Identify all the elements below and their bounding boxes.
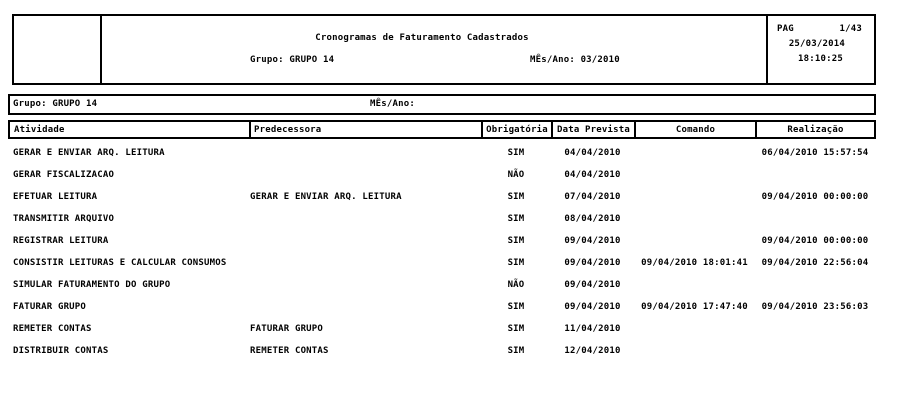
column-header-obrigatoria: Obrigatória (481, 122, 551, 137)
cell-realizacao: 09/04/2010 00:00:00 (761, 236, 869, 246)
column-header-realizacao: Realização (755, 122, 874, 137)
page-label: PAG (777, 24, 794, 34)
cell-obrigatoria: SIM (507, 324, 525, 334)
cell-obrigatoria: SIM (507, 148, 525, 158)
cell-data-prevista: 09/04/2010 (564, 280, 621, 290)
cell-atividade: CONSISTIR LEITURAS E CALCULAR CONSUMOS (13, 258, 227, 268)
logo-cell (14, 16, 102, 83)
cell-obrigatoria: SIM (507, 302, 525, 312)
cell-atividade: EFETUAR LEITURA (13, 192, 98, 202)
cell-data-prevista: 09/04/2010 (564, 258, 621, 268)
table-row (8, 300, 876, 322)
page-info-cell (766, 16, 874, 83)
report-header-box (12, 14, 876, 85)
cell-data-prevista: 08/04/2010 (564, 214, 621, 224)
cell-atividade: GERAR E ENVIAR ARQ. LEITURA (13, 148, 165, 158)
header-mes-ano-label: MÊs/Ano: 03/2010 (530, 55, 620, 65)
cell-data-prevista: 04/04/2010 (564, 170, 621, 180)
cell-predecessora: REMETER CONTAS (250, 346, 329, 356)
filter-mes-ano-label: MÊs/Ano: (370, 99, 415, 109)
cell-realizacao: 09/04/2010 22:56:04 (761, 258, 869, 268)
table-row (8, 256, 876, 278)
cell-atividade: FATURAR GRUPO (13, 302, 87, 312)
report-date: 25/03/2014 (788, 39, 845, 49)
table-header-row (8, 120, 876, 139)
table-row (8, 278, 876, 300)
cell-data-prevista: 07/04/2010 (564, 192, 621, 202)
cell-realizacao: 09/04/2010 23:56:03 (761, 302, 869, 312)
cell-atividade: TRANSMITIR ARQUIVO (13, 214, 115, 224)
column-header-data-prevista: Data Prevista (551, 122, 634, 137)
cell-obrigatoria: SIM (507, 192, 525, 202)
column-header-atividade: Atividade (14, 124, 65, 135)
column-header-comando: Comando (634, 122, 755, 137)
table-row (8, 168, 876, 190)
page-number: 1/43 (839, 24, 862, 34)
column-header-predecessora: Predecessora (249, 122, 481, 137)
table-row (8, 322, 876, 344)
cell-data-prevista: 11/04/2010 (564, 324, 621, 334)
cell-atividade: REGISTRAR LEITURA (13, 236, 109, 246)
cell-obrigatoria: NÃO (507, 280, 525, 290)
cell-realizacao: 09/04/2010 00:00:00 (761, 192, 869, 202)
header-grupo-label: Grupo: GRUPO 14 (250, 55, 335, 65)
table-row (8, 344, 876, 366)
cell-obrigatoria: SIM (507, 236, 525, 246)
cell-obrigatoria: SIM (507, 214, 525, 224)
table-body (8, 146, 876, 366)
cell-data-prevista: 04/04/2010 (564, 148, 621, 158)
cell-comando: 09/04/2010 18:01:41 (641, 258, 748, 268)
filter-grupo-label: Grupo: GRUPO 14 (13, 99, 98, 109)
report-title: Cronogramas de Faturamento Cadastrados (315, 33, 529, 43)
cell-predecessora: GERAR E ENVIAR ARQ. LEITURA (250, 192, 402, 202)
filter-bar (8, 94, 876, 115)
cell-atividade: GERAR FISCALIZACAO (13, 170, 115, 180)
cell-data-prevista: 09/04/2010 (564, 302, 621, 312)
table-row (8, 190, 876, 212)
cell-predecessora: FATURAR GRUPO (250, 324, 324, 334)
table-row (8, 146, 876, 168)
table-row (8, 234, 876, 256)
table-row (8, 212, 876, 234)
cell-realizacao: 06/04/2010 15:57:54 (761, 148, 869, 158)
cell-atividade: REMETER CONTAS (13, 324, 92, 334)
cell-atividade: SIMULAR FATURAMENTO DO GRUPO (13, 280, 171, 290)
cell-obrigatoria: SIM (507, 346, 525, 356)
report-time: 18:10:25 (798, 54, 843, 64)
cell-data-prevista: 09/04/2010 (564, 236, 621, 246)
cell-data-prevista: 12/04/2010 (564, 346, 621, 356)
cell-atividade: DISTRIBUIR CONTAS (13, 346, 109, 356)
cell-comando: 09/04/2010 17:47:40 (641, 302, 748, 312)
cell-obrigatoria: SIM (507, 258, 525, 268)
cell-obrigatoria: NÃO (507, 170, 525, 180)
